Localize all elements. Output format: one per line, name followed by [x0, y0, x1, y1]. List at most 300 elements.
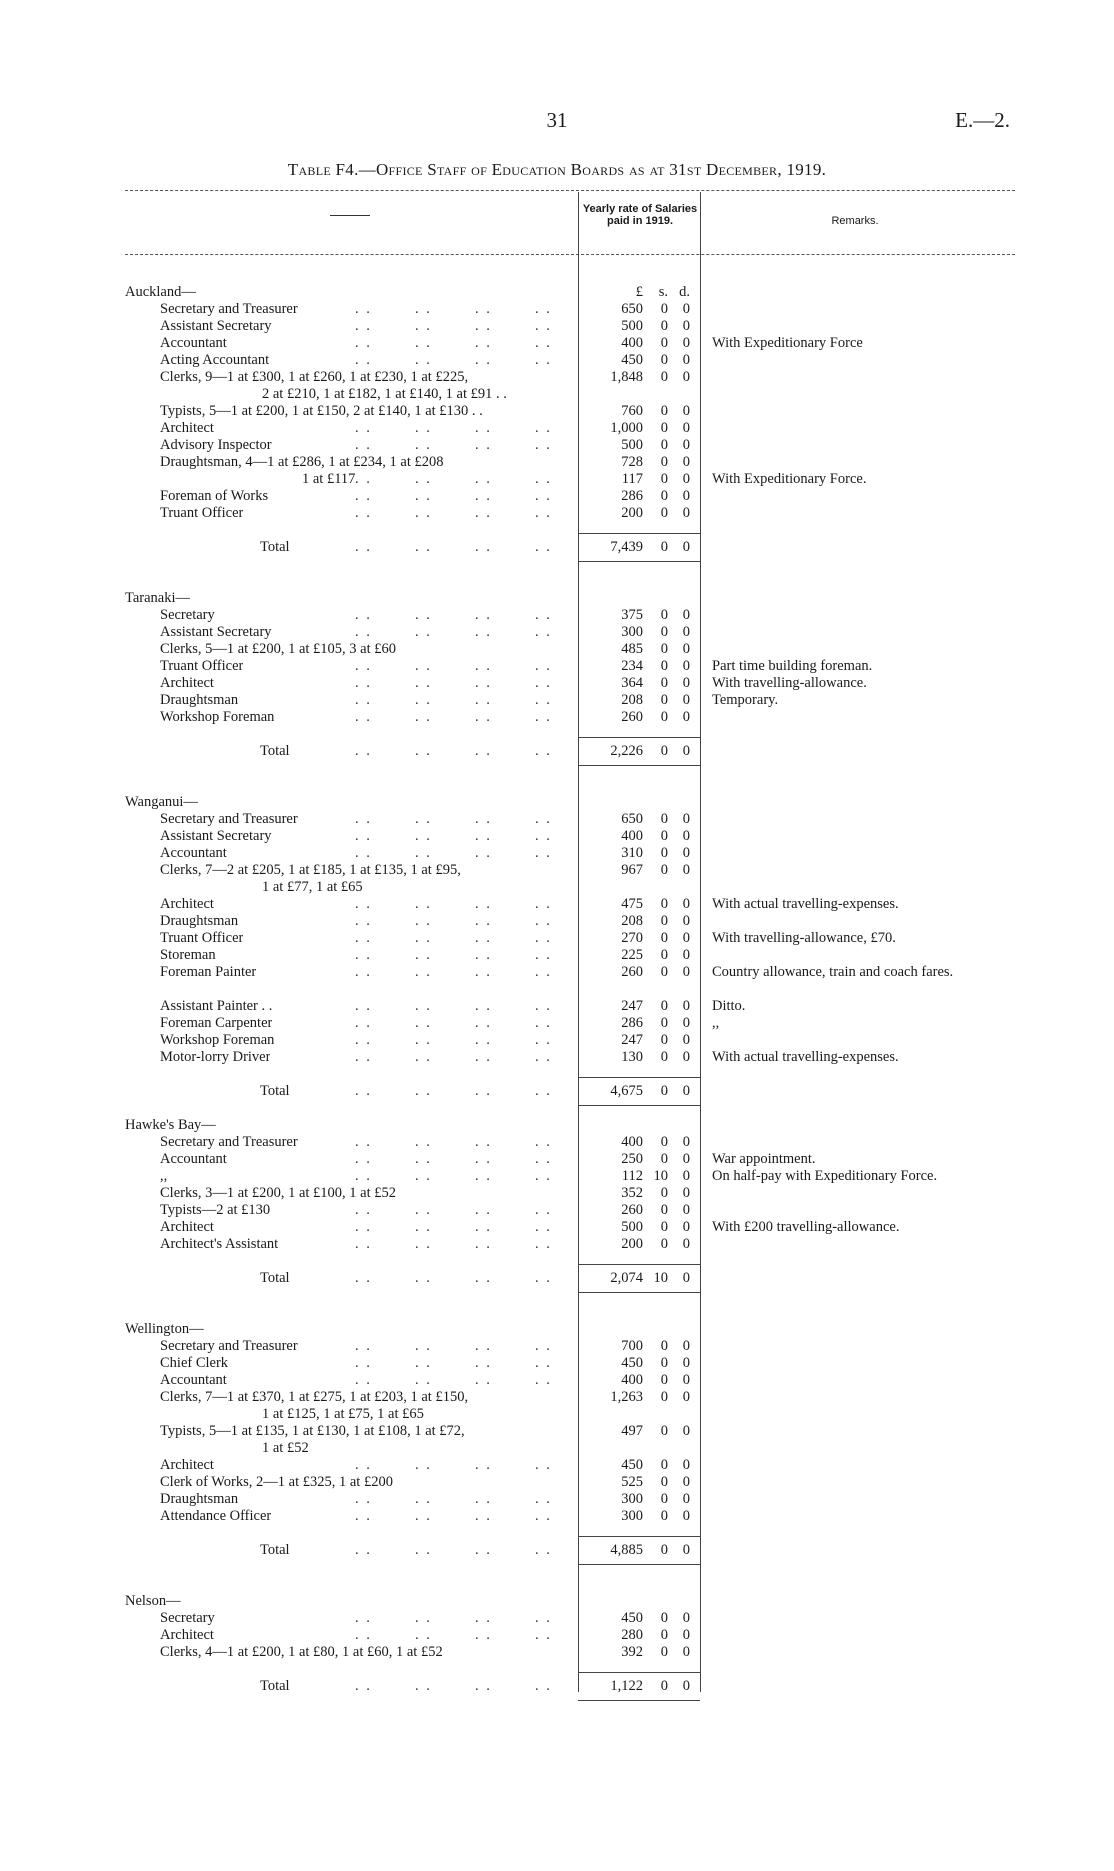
total-row: Total . . . . . . . . 4,675 0 0: [260, 1083, 690, 1099]
salary-pence: 0: [682, 1491, 690, 1507]
salary-pounds: 7,439: [610, 539, 643, 555]
table-row: [0, 1389, 1114, 1406]
page-code: E.—2.: [955, 108, 1010, 132]
table-row: Truant Officer . . . . . . . . 234 0 0 Part time building foreman.: [0, 658, 1114, 675]
salary-pounds: 700: [621, 1338, 643, 1354]
row-label: Total: [260, 1678, 290, 1694]
salary-pence: 0: [682, 539, 690, 555]
row-label: Architect: [160, 1457, 214, 1473]
salary-shillings: 0: [660, 743, 668, 759]
row-label: Architect: [160, 1627, 214, 1643]
row-label: Accountant: [160, 1372, 227, 1388]
row-label: Storeman: [160, 947, 216, 963]
salary-pence: 0: [682, 1474, 690, 1490]
salary-pence: 0: [682, 709, 690, 725]
salary-shillings: 0: [660, 930, 668, 946]
salary-column-header: Yearly rate of Salaries paid in 1919.: [582, 203, 698, 227]
salary-shillings: 0: [660, 369, 668, 385]
salary-pence: 0: [682, 488, 690, 504]
salary-pence: 0: [682, 607, 690, 623]
row-label: Clerks, 4—1 at £200, 1 at £80, 1 at £60, 1 at £52: [160, 1644, 443, 1660]
salary-shillings: 0: [660, 1032, 668, 1048]
salary-pounds: 2,226: [610, 743, 643, 759]
remark-text: Temporary.: [712, 692, 779, 708]
salary-pounds: 300: [621, 1508, 643, 1524]
row-label: Clerks, 7—2 at £205, 1 at £185, 1 at £135, 1 at £95,: [160, 862, 461, 878]
row-label: Architect: [160, 420, 214, 436]
salary-pence: 0: [682, 471, 690, 487]
salary-shillings: 0: [660, 1508, 668, 1524]
section-heading: [0, 1117, 1114, 1134]
row-label: Clerk of Works, 2—1 at £325, 1 at £200: [160, 1474, 393, 1490]
total-bottom-rule: [578, 765, 700, 766]
row-label: 1 at £77, 1 at £65: [262, 879, 363, 895]
salary-pence: 0: [682, 1134, 690, 1150]
salary-shillings: 0: [660, 1644, 668, 1660]
salary-shillings: 0: [660, 1134, 668, 1150]
salary-pence: 0: [682, 641, 690, 657]
salary-pounds: 260: [621, 1202, 643, 1218]
salary-shillings: 0: [660, 1491, 668, 1507]
salary-shillings: 0: [660, 862, 668, 878]
salary-shillings: 0: [660, 692, 668, 708]
row-label: Architect's Assistant: [160, 1236, 279, 1252]
table-row: [0, 1474, 1114, 1491]
total-top-rule: [578, 1264, 700, 1265]
salary-pence: 0: [682, 1032, 690, 1048]
salary-pounds: 650: [621, 301, 643, 317]
remark-text: With actual travelling-expenses.: [712, 896, 899, 912]
table-row: Storeman . . . . . . . . 225 0 0: [160, 947, 690, 963]
row-label: 1 at £117: [302, 471, 356, 487]
table-row: Architect . . . . . . . . 280 0 0: [160, 1627, 690, 1643]
row-label: 1 at £52: [262, 1440, 309, 1456]
row-label: Draughtsman: [160, 913, 239, 929]
salary-pounds: 1,263: [610, 1389, 643, 1405]
salary-pounds: 650: [621, 811, 643, 827]
salary-pounds: 450: [621, 1610, 643, 1626]
salary-pounds: 392: [621, 1644, 643, 1660]
salary-pounds: 130: [621, 1049, 643, 1065]
salary-pounds: 310: [621, 845, 643, 861]
salary-pounds: 375: [621, 607, 643, 623]
table-row: Architect . . . . . . . . 364 0 0 With travelling-allowance.: [0, 675, 1114, 692]
salary-shillings: 0: [660, 1049, 668, 1065]
salary-pounds: 286: [621, 488, 643, 504]
row-label: Draughtsman: [160, 1491, 239, 1507]
salary-pence: 0: [682, 658, 690, 674]
row-label: Accountant: [160, 1151, 227, 1167]
table-row: Assistant Secretary . . . . . . . . 400 0 0: [160, 828, 690, 844]
salary-pounds: 400: [621, 828, 643, 844]
table-row: Assistant Painter . . . . . . . . . . 247 0 0 Ditto.: [0, 998, 1114, 1015]
section-heading: [0, 590, 1114, 607]
table-row: Typists—2 at £130 . . . . . . . . 260 0 0: [160, 1202, 690, 1218]
salary-pounds: 475: [621, 896, 643, 912]
salary-pounds: 400: [621, 335, 643, 351]
salary-shillings: 0: [660, 1355, 668, 1371]
header-top-rule: [125, 190, 1015, 191]
salary-pounds: 300: [621, 1491, 643, 1507]
row-label: Typists—2 at £130: [160, 1202, 271, 1218]
salary-pence: 0: [682, 998, 690, 1014]
total-top-rule: [578, 1536, 700, 1537]
salary-shillings: 0: [660, 352, 668, 368]
table-row: Architect's Assistant . . . . . . . . 200 0 0: [160, 1236, 690, 1252]
salary-shillings: 0: [660, 624, 668, 640]
salary-shillings: 0: [660, 913, 668, 929]
total-row: Total . . . . . . . . 2,074 10 0: [260, 1270, 690, 1286]
row-label: Workshop Foreman: [160, 1032, 275, 1048]
remark-text: With Expeditionary Force: [712, 335, 863, 351]
table-row: Assistant Secretary . . . . . . . . 300 0 0: [160, 624, 690, 640]
salary-pounds: 112: [621, 1168, 643, 1184]
row-label: Total: [260, 539, 290, 555]
salary-pence: 0: [682, 369, 690, 385]
salary-shillings: 0: [660, 658, 668, 674]
salary-pence: 0: [682, 505, 690, 521]
salary-pence: 0: [682, 1423, 690, 1439]
shillings-unit: s.: [658, 284, 668, 300]
salary-pounds: 250: [621, 1151, 643, 1167]
salary-pence: 0: [682, 947, 690, 963]
table-row: [0, 284, 1114, 301]
salary-shillings: 0: [660, 1389, 668, 1405]
table-row: Acting Accountant . . . . . . . . 450 0 0: [160, 352, 690, 368]
row-label: Taranaki—: [125, 590, 191, 606]
table-row: Secretary . . . . . . . . 375 0 0: [160, 607, 690, 623]
salary-pounds: 1,122: [610, 1678, 643, 1694]
salary-shillings: 0: [660, 1185, 668, 1201]
row-label: Foreman Painter: [160, 964, 257, 980]
salary-shillings: 0: [660, 607, 668, 623]
table-row: Architect . . . . . . . . 500 0 0 With £200 travelling-allowance.: [0, 1219, 1114, 1236]
salary-shillings: 0: [660, 1083, 668, 1099]
salary-pounds: 400: [621, 1134, 643, 1150]
salary-pounds: 525: [621, 1474, 643, 1490]
table-row: Secretary and Treasurer . . . . . . . . 700 0 0: [160, 1338, 690, 1354]
total-top-rule: [578, 1672, 700, 1673]
table-row: [0, 862, 1114, 879]
salary-pence: 0: [682, 1508, 690, 1524]
salary-pence: 0: [682, 420, 690, 436]
table-row: [0, 1423, 1114, 1440]
remark-text: With £200 travelling-allowance.: [712, 1219, 900, 1235]
total-bottom-rule: [578, 1105, 700, 1106]
remark-text: War appointment.: [712, 1151, 816, 1167]
row-label: Truant Officer: [160, 930, 244, 946]
salary-shillings: 0: [660, 1236, 668, 1252]
row-label: Total: [260, 1270, 290, 1286]
table-row: [0, 1406, 1114, 1423]
remark-text: With Expeditionary Force.: [712, 471, 867, 487]
salary-pounds: 364: [621, 675, 643, 691]
salary-pounds: 760: [621, 403, 643, 419]
salary-shillings: 10: [653, 1168, 668, 1184]
total-row: Total . . . . . . . . 7,439 0 0: [260, 539, 690, 555]
table-row: [0, 1644, 1114, 1661]
remark-text: Country allowance, train and coach fares.: [712, 964, 954, 980]
salary-shillings: 0: [660, 1542, 668, 1558]
table-row: [0, 641, 1114, 658]
remark-text: On half-pay with Expeditionary Force.: [712, 1168, 938, 1184]
salary-pence: 0: [682, 1168, 690, 1184]
row-label: Architect: [160, 896, 214, 912]
table-row: Workshop Foreman . . . . . . . . 247 0 0: [160, 1032, 690, 1048]
table-row: [0, 386, 1114, 403]
salary-shillings: 0: [660, 1678, 668, 1694]
row-label: Assistant Painter . .: [160, 998, 273, 1014]
row-label: Advisory Inspector: [160, 437, 272, 453]
salary-shillings: 0: [660, 1610, 668, 1626]
salary-shillings: 0: [660, 1219, 668, 1235]
table-row: [0, 369, 1114, 386]
salary-shillings: 0: [660, 301, 668, 317]
salary-pence: 0: [682, 318, 690, 334]
row-label: Secretary and Treasurer: [160, 1338, 298, 1354]
salary-pence: 0: [682, 1338, 690, 1354]
row-label: Total: [260, 1542, 290, 1558]
table-row: Foreman Carpenter . . . . . . . . 286 0 0 ,,: [0, 1015, 1114, 1032]
salary-pounds: 225: [621, 947, 643, 963]
remark-text: With travelling-allowance.: [712, 675, 867, 691]
salary-pounds: 1,000: [610, 420, 643, 436]
row-label: Hawke's Bay—: [125, 1117, 216, 1133]
section-heading: [0, 1593, 1114, 1610]
remark-text: ,,: [712, 1015, 720, 1031]
table-row: Architect . . . . . . . . 450 0 0: [160, 1457, 690, 1473]
salary-pounds: 200: [621, 1236, 643, 1252]
table-row: [0, 1185, 1114, 1202]
salary-shillings: 0: [660, 675, 668, 691]
salary-shillings: 0: [660, 1474, 668, 1490]
table-row: Assistant Secretary . . . . . . . . 500 0 0: [160, 318, 690, 334]
table-title: [0, 160, 1114, 180]
salary-pence: 0: [682, 675, 690, 691]
salary-shillings: 0: [660, 335, 668, 351]
table-row: Draughtsman . . . . . . . . 208 0 0 Temporary.: [0, 692, 1114, 709]
table-row: Accountant . . . . . . . . 400 0 0 With Expeditionary Force: [0, 335, 1114, 352]
row-label: Workshop Foreman: [160, 709, 275, 725]
salary-shillings: 0: [660, 828, 668, 844]
salary-shillings: 0: [660, 641, 668, 657]
row-label: Total: [260, 743, 290, 759]
row-label: Wellington—: [125, 1321, 204, 1337]
salary-shillings: 0: [660, 1015, 668, 1031]
table-row: Architect . . . . . . . . 475 0 0 With actual travelling-expenses.: [0, 896, 1114, 913]
table-row: Chief Clerk . . . . . . . . 450 0 0: [160, 1355, 690, 1371]
salary-pounds: 270: [621, 930, 643, 946]
total-row: Total . . . . . . . . 2,226 0 0: [260, 743, 690, 759]
row-label: Architect: [160, 1219, 214, 1235]
salary-shillings: 0: [660, 1372, 668, 1388]
total-row: Total . . . . . . . . 1,122 0 0: [260, 1678, 690, 1694]
salary-pounds: 117: [621, 471, 643, 487]
salary-pence: 0: [682, 1610, 690, 1626]
salary-pence: 0: [682, 862, 690, 878]
salary-pounds: 450: [621, 1457, 643, 1473]
pence-unit: d.: [679, 284, 690, 300]
table-row: Draughtsman . . . . . . . . 300 0 0: [160, 1491, 690, 1507]
total-top-rule: [578, 533, 700, 534]
salary-pence: 0: [682, 692, 690, 708]
row-label: Wanganui—: [125, 794, 198, 810]
salary-pounds: 400: [621, 1372, 643, 1388]
salary-pence: 0: [682, 352, 690, 368]
row-label: Draughtsman, 4—1 at £286, 1 at £234, 1 at £208: [160, 454, 444, 470]
salary-pounds: 2,074: [610, 1270, 643, 1286]
table-row: [0, 454, 1114, 471]
section-heading: [0, 794, 1114, 811]
salary-shillings: 0: [660, 1457, 668, 1473]
salary-shillings: 0: [660, 437, 668, 453]
salary-pence: 0: [682, 1015, 690, 1031]
row-label: Motor-lorry Driver: [160, 1049, 271, 1065]
total-row: Total . . . . . . . . 4,885 0 0: [260, 1542, 690, 1558]
remarks-column-header: Remarks.: [831, 215, 879, 227]
salary-pence: 0: [682, 1457, 690, 1473]
table-row: Truant Officer . . . . . . . . 270 0 0 With travelling-allowance, £70.: [0, 930, 1114, 947]
row-label: Secretary: [160, 607, 215, 623]
row-label: Clerks, 3—1 at £200, 1 at £100, 1 at £52: [160, 1185, 397, 1201]
salary-pounds: 485: [621, 641, 643, 657]
salary-pounds: 4,675: [610, 1083, 643, 1099]
total-top-rule: [578, 737, 700, 738]
row-label: 2 at £210, 1 at £182, 1 at £140, 1 at £91 . .: [262, 386, 507, 402]
page-number: 31: [546, 108, 568, 132]
salary-pounds: 260: [621, 964, 643, 980]
salary-pence: 0: [682, 1236, 690, 1252]
salary-pounds: 208: [621, 692, 643, 708]
salary-pounds: 967: [621, 862, 643, 878]
table-row: Foreman Painter . . . . . . . . 260 0 0 Country allowance, train and coach fares.: [0, 964, 1114, 981]
salary-shillings: 0: [660, 505, 668, 521]
row-label: Accountant: [160, 335, 227, 351]
salary-pence: 0: [682, 845, 690, 861]
salary-pounds: 450: [621, 1355, 643, 1371]
total-top-rule: [578, 1077, 700, 1078]
table-row: Secretary and Treasurer . . . . . . . . 400 0 0: [160, 1134, 690, 1150]
salary-pence: 0: [682, 1644, 690, 1660]
salary-pounds: 728: [621, 454, 643, 470]
salary-pence: 0: [682, 1202, 690, 1218]
row-label: Truant Officer: [160, 658, 244, 674]
first-column-header: [330, 215, 370, 216]
salary-pounds: 280: [621, 1627, 643, 1643]
row-label: Assistant Secretary: [160, 318, 272, 334]
salary-shillings: 0: [660, 488, 668, 504]
row-label: 1 at £125, 1 at £75, 1 at £65: [262, 1406, 424, 1422]
row-label: Attendance Officer: [160, 1508, 272, 1524]
row-label: Nelson—: [125, 1593, 181, 1609]
salary-shillings: 0: [660, 811, 668, 827]
salary-shillings: 0: [660, 454, 668, 470]
row-label: ,,: [160, 1168, 168, 1184]
row-label: Truant Officer: [160, 505, 244, 521]
salary-pounds: 300: [621, 624, 643, 640]
row-label: Typists, 5—1 at £135, 1 at £130, 1 at £108, 1 at £72,: [160, 1423, 465, 1439]
table-row: Advisory Inspector . . . . . . . . 500 0 0: [160, 437, 690, 453]
row-label: Secretary: [160, 1610, 215, 1626]
salary-shillings: 0: [660, 896, 668, 912]
row-label: Total: [260, 1083, 290, 1099]
table-row: Accountant . . . . . . . . 400 0 0: [160, 1372, 690, 1388]
salary-pence: 0: [682, 913, 690, 929]
salary-pounds: 1,848: [610, 369, 643, 385]
row-label: Auckland—: [125, 284, 196, 300]
salary-pounds: 247: [621, 1032, 643, 1048]
salary-pence: 0: [682, 1542, 690, 1558]
row-label: Secretary and Treasurer: [160, 811, 298, 827]
table-row: [0, 403, 1114, 420]
row-label: Typists, 5—1 at £200, 1 at £150, 2 at £140, 1 at £130 . .: [160, 403, 483, 419]
row-label: Clerks, 7—1 at £370, 1 at £275, 1 at £203, 1 at £150,: [160, 1389, 469, 1405]
table-row: Secretary and Treasurer . . . . . . . . 650 0 0: [160, 811, 690, 827]
table-row: Workshop Foreman . . . . . . . . 260 0 0: [160, 709, 690, 725]
salary-pence: 0: [682, 335, 690, 351]
row-label: Secretary and Treasurer: [160, 301, 298, 317]
table-row: [0, 879, 1114, 896]
table-row: [0, 1440, 1114, 1457]
salary-pounds: 260: [621, 709, 643, 725]
salary-pence: 0: [682, 1678, 690, 1694]
salary-pounds: 286: [621, 1015, 643, 1031]
row-label: Clerks, 9—1 at £300, 1 at £260, 1 at £230, 1 at £225,: [160, 369, 469, 385]
remark-text: With actual travelling-expenses.: [712, 1049, 899, 1065]
pounds-unit: £: [635, 284, 643, 300]
row-label: Draughtsman: [160, 692, 239, 708]
salary-pence: 0: [682, 624, 690, 640]
remark-text: With travelling-allowance, £70.: [712, 930, 896, 946]
header-bottom-rule: [125, 254, 1015, 255]
salary-pence: 0: [682, 1151, 690, 1167]
salary-shillings: 10: [653, 1270, 668, 1286]
salary-shillings: 0: [660, 845, 668, 861]
remark-text: Ditto.: [712, 998, 746, 1014]
row-label: Acting Accountant: [160, 352, 270, 368]
table-row: Motor-lorry Driver . . . . . . . . 130 0 0 With actual travelling-expenses.: [0, 1049, 1114, 1066]
row-label: Architect: [160, 675, 214, 691]
salary-pounds: 500: [621, 437, 643, 453]
salary-shillings: 0: [660, 1151, 668, 1167]
table-row: ,, . . . . . . . . 112 10 0 On half-pay with Expeditionary Force.: [0, 1168, 1114, 1185]
salary-pence: 0: [682, 828, 690, 844]
salary-pence: 0: [682, 1185, 690, 1201]
row-label: Foreman of Works: [160, 488, 269, 504]
section-heading: [0, 1321, 1114, 1338]
salary-shillings: 0: [660, 318, 668, 334]
table-title-text: Office Staff of Education Boards as at 31st December, 1919.: [375, 160, 827, 179]
table-row: Accountant . . . . . . . . 310 0 0: [160, 845, 690, 861]
total-bottom-rule: [578, 561, 700, 562]
table-row: Secretary . . . . . . . . 450 0 0: [160, 1610, 690, 1626]
total-bottom-rule: [578, 1292, 700, 1293]
salary-shillings: 0: [660, 1338, 668, 1354]
salary-pence: 0: [682, 811, 690, 827]
salary-pence: 0: [682, 1389, 690, 1405]
salary-pence: 0: [682, 403, 690, 419]
salary-shillings: 0: [660, 471, 668, 487]
salary-pounds: 247: [621, 998, 643, 1014]
table-title-prefix: Table F4.—: [287, 160, 376, 179]
row-label: Clerks, 5—1 at £200, 1 at £105, 3 at £60: [160, 641, 397, 657]
salary-pence: 0: [682, 1219, 690, 1235]
salary-pence: 0: [682, 743, 690, 759]
salary-shillings: 0: [660, 709, 668, 725]
row-label: Assistant Secretary: [160, 828, 272, 844]
salary-shillings: 0: [660, 420, 668, 436]
salary-pence: 0: [682, 896, 690, 912]
